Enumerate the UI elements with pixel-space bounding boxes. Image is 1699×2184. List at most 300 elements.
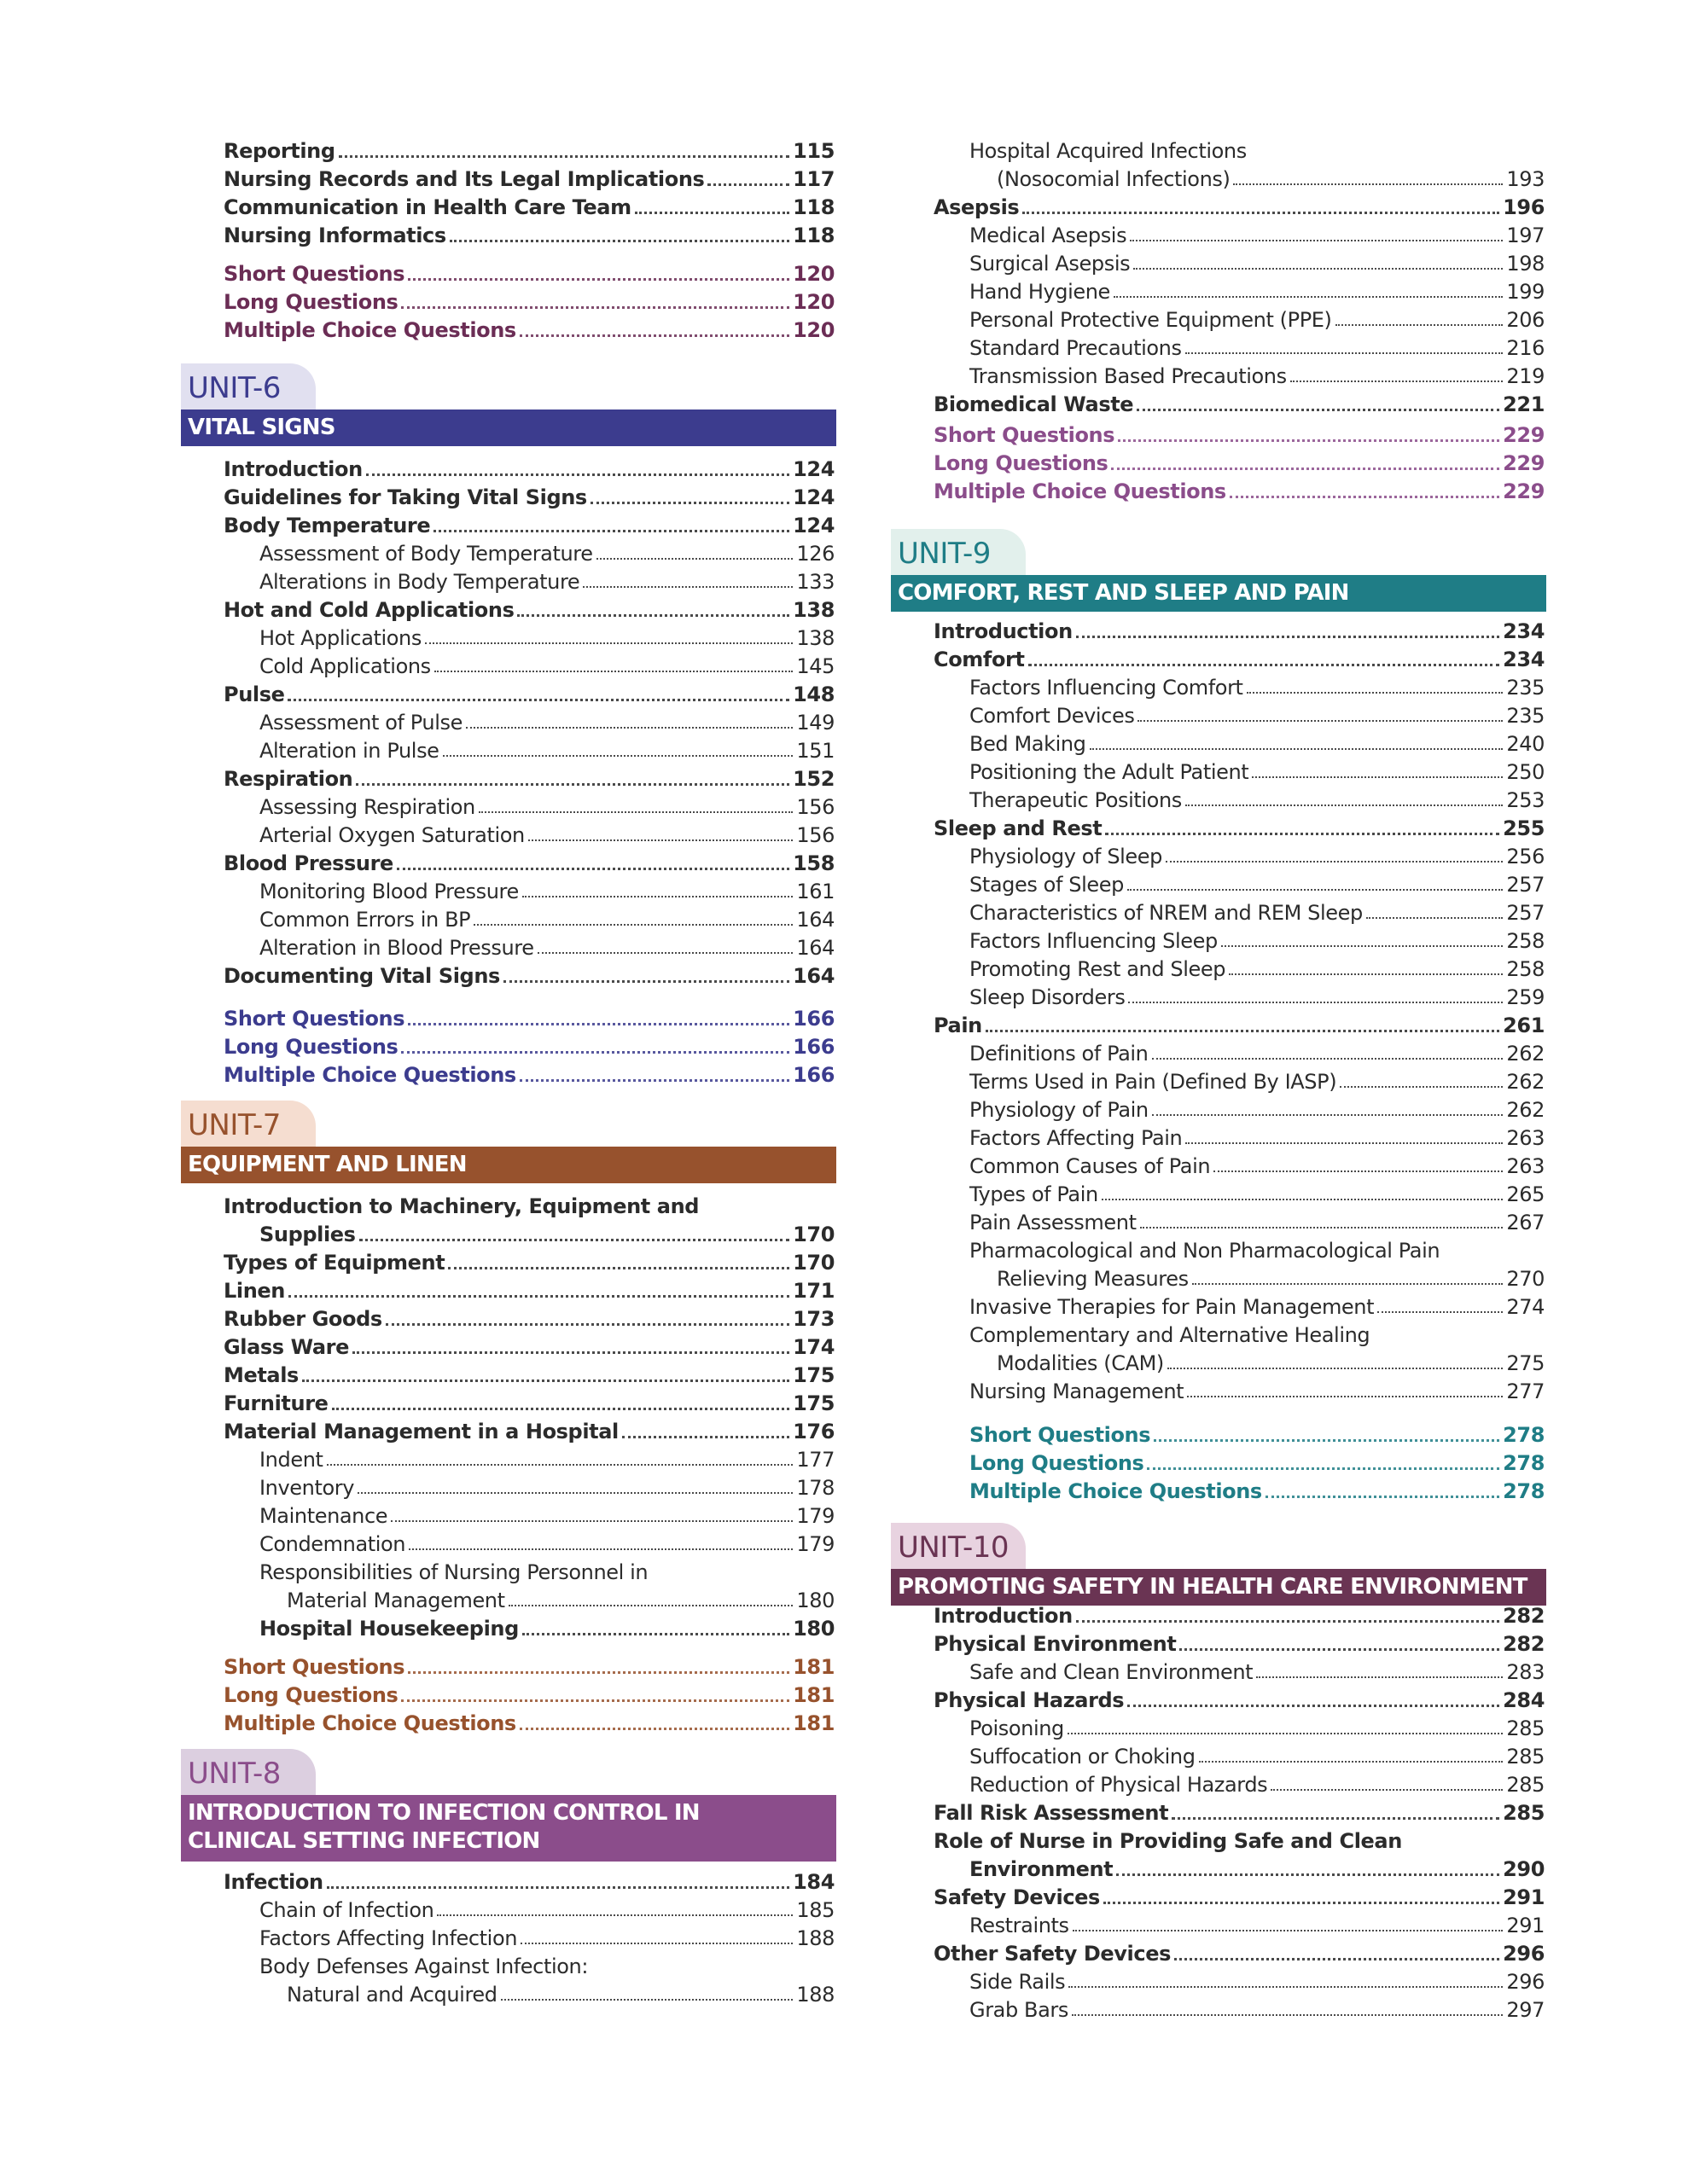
entry-title: Glass Ware — [224, 1335, 349, 1359]
entry-title: Alteration in Blood Pressure — [259, 936, 534, 960]
toc-question-entry[interactable] — [181, 1710, 835, 1738]
dot-leader — [443, 737, 794, 765]
entry-title: Surgical Asepsis — [969, 252, 1131, 276]
entry-title: Hand Hygiene — [969, 280, 1110, 304]
toc-entry[interactable] — [181, 1446, 835, 1474]
entry-title: Positioning the Adult Patient — [969, 760, 1249, 784]
unit-10-tab: UNIT-10 — [891, 1523, 1026, 1569]
entry-title: Long Questions — [224, 1035, 399, 1059]
dot-leader — [1377, 1293, 1503, 1321]
toc-entry[interactable] — [891, 1630, 1545, 1658]
toc-entry[interactable] — [181, 512, 835, 540]
page-number: 263 — [1506, 1126, 1545, 1150]
toc-entry[interactable] — [181, 934, 835, 962]
dot-leader — [591, 1953, 831, 1981]
entry-title: Safety Devices — [934, 1885, 1100, 1909]
entry-title: Common Causes of Pain — [969, 1154, 1211, 1178]
toc-entry[interactable] — [891, 278, 1545, 306]
entry-title: Maintenance — [259, 1504, 388, 1528]
toc-entry[interactable] — [891, 1040, 1545, 1068]
page-number: 206 — [1506, 308, 1545, 332]
toc-entry[interactable] — [891, 1237, 1545, 1265]
page-number: 181 — [793, 1711, 835, 1735]
toc-entry[interactable] — [891, 1265, 1545, 1293]
entry-title: Supplies — [259, 1223, 356, 1246]
toc-entry[interactable] — [181, 1925, 835, 1953]
toc-entry[interactable] — [891, 1012, 1545, 1040]
toc-entry[interactable] — [891, 1687, 1545, 1715]
toc-entry[interactable] — [891, 758, 1545, 787]
toc-entry[interactable] — [891, 166, 1545, 194]
toc-entry[interactable] — [891, 1602, 1545, 1630]
toc-entry[interactable] — [181, 765, 835, 793]
toc-entry[interactable] — [891, 730, 1545, 758]
dot-leader — [1118, 421, 1499, 450]
page-number: 221 — [1503, 392, 1545, 416]
dot-leader — [522, 878, 794, 906]
toc-entry[interactable] — [891, 843, 1545, 871]
toc-entry[interactable] — [181, 1953, 835, 1981]
entry-title: Environment — [969, 1857, 1114, 1881]
page-number: 285 — [1506, 1716, 1545, 1740]
dot-leader — [1405, 1827, 1541, 1856]
entry-title: Factors Influencing Comfort — [969, 676, 1243, 700]
dot-leader — [1199, 1743, 1504, 1771]
dot-leader — [1185, 1124, 1503, 1153]
toc-entry[interactable] — [181, 878, 835, 906]
dot-leader — [1028, 646, 1500, 674]
entry-title: Hospital Housekeeping — [259, 1617, 519, 1641]
toc-question-entry[interactable] — [181, 1033, 835, 1061]
toc-entry[interactable] — [891, 1799, 1545, 1827]
toc-entry[interactable] — [891, 194, 1545, 222]
page-number: 262 — [1506, 1070, 1545, 1094]
toc-entry[interactable] — [181, 822, 835, 850]
page-number: 196 — [1503, 195, 1545, 219]
entry-title: Responsibilities of Nursing Personnel in — [259, 1560, 649, 1584]
toc-entry[interactable] — [181, 737, 835, 765]
toc-entry[interactable] — [891, 222, 1545, 250]
page-number: 285 — [1506, 1773, 1545, 1797]
toc-entry[interactable] — [891, 1715, 1545, 1743]
page-number: 179 — [796, 1532, 835, 1556]
toc-entry[interactable] — [181, 1193, 835, 1221]
toc-entry[interactable] — [891, 1181, 1545, 1209]
entry-title: Nursing Management — [969, 1380, 1184, 1403]
toc-entry[interactable] — [891, 1209, 1545, 1237]
entry-title: Factors Affecting Infection — [259, 1926, 518, 1950]
entry-title: Types of Equipment — [224, 1251, 445, 1275]
dot-leader — [1127, 1687, 1499, 1715]
toc-entry[interactable] — [181, 1531, 835, 1559]
toc-entry[interactable] — [891, 1096, 1545, 1124]
dot-leader — [583, 568, 793, 596]
toc-entry[interactable] — [891, 1068, 1545, 1096]
toc-entry[interactable] — [891, 1350, 1545, 1378]
dot-leader — [1073, 1912, 1504, 1940]
toc-entry[interactable] — [891, 815, 1545, 843]
entry-title: Long Questions — [224, 290, 399, 314]
toc-entry[interactable] — [181, 624, 835, 653]
entry-title: Assessment of Body Temperature — [259, 542, 593, 566]
entry-title: Alterations in Body Temperature — [259, 570, 580, 594]
entry-title: Pain — [934, 1014, 982, 1037]
toc-question-entry[interactable] — [181, 260, 835, 288]
dot-leader — [1185, 787, 1504, 815]
toc-entry[interactable] — [181, 1305, 835, 1333]
entry-title: Short Questions — [224, 1655, 405, 1679]
page-number: 156 — [796, 823, 835, 847]
entry-title: Common Errors in BP — [259, 908, 471, 932]
page-number: 164 — [793, 964, 835, 988]
toc-entry[interactable] — [891, 1321, 1545, 1350]
page-number: 278 — [1503, 1479, 1545, 1503]
page-number: 180 — [793, 1617, 835, 1641]
toc-entry[interactable] — [181, 1390, 835, 1418]
toc-question-entry[interactable] — [181, 317, 835, 345]
dot-leader — [635, 194, 789, 222]
unit-title-line: EQUIPMENT AND LINEN — [188, 1152, 467, 1177]
unit-title-line: VITAL SIGNS — [188, 415, 335, 440]
entry-title: Reporting — [224, 139, 335, 163]
toc-entry[interactable] — [181, 1615, 835, 1643]
entry-title: Factors Affecting Pain — [969, 1126, 1183, 1150]
toc-entry[interactable] — [181, 568, 835, 596]
dot-leader — [1111, 450, 1499, 478]
toc-entry[interactable] — [181, 962, 835, 990]
entry-title: Natural and Acquired — [287, 1983, 497, 2007]
page-number: 262 — [1506, 1042, 1545, 1066]
toc-entry[interactable] — [181, 194, 835, 222]
toc-entry[interactable] — [891, 334, 1545, 363]
dot-leader — [1072, 1996, 1503, 2024]
entry-title: Blood Pressure — [224, 851, 393, 875]
page-number: 171 — [793, 1279, 835, 1303]
entry-title: Suffocation or Choking — [969, 1745, 1196, 1769]
entry-title: Body Defenses Against Infection: — [259, 1955, 589, 1978]
dot-leader — [1192, 1265, 1504, 1293]
toc-entry[interactable] — [891, 1153, 1545, 1181]
page-number: 118 — [793, 195, 835, 219]
dot-leader — [1340, 1068, 1503, 1096]
dot-leader — [622, 1418, 789, 1446]
toc-entry[interactable] — [891, 1771, 1545, 1799]
page-number: 117 — [793, 167, 835, 191]
page-number: 297 — [1506, 1998, 1545, 2022]
toc-entry[interactable] — [181, 166, 835, 194]
dot-leader — [391, 1502, 793, 1531]
toc-entry[interactable] — [181, 850, 835, 878]
toc-entry[interactable] — [891, 1743, 1545, 1771]
toc-entry[interactable] — [891, 1124, 1545, 1153]
entry-title: Short Questions — [224, 1007, 405, 1031]
entry-title: Nursing Records and Its Legal Implications — [224, 167, 705, 191]
page-number: 198 — [1506, 252, 1545, 276]
toc-entry[interactable] — [181, 1502, 835, 1531]
toc-question-entry[interactable] — [181, 288, 835, 317]
dot-leader — [408, 260, 789, 288]
entry-title: Guidelines for Taking Vital Signs — [224, 485, 587, 509]
dot-leader — [1152, 1096, 1504, 1124]
toc-entry[interactable] — [181, 1221, 835, 1249]
entry-title: Arterial Oxygen Saturation — [259, 823, 525, 847]
page-number: 179 — [796, 1504, 835, 1528]
page-number: 262 — [1506, 1098, 1545, 1122]
page-number: 166 — [793, 1007, 835, 1031]
toc-entry[interactable] — [181, 653, 835, 681]
entry-title: Long Questions — [969, 1451, 1144, 1475]
toc-entry[interactable] — [181, 484, 835, 512]
toc-entry[interactable] — [181, 137, 835, 166]
toc-entry[interactable] — [891, 674, 1545, 702]
dot-leader — [1335, 306, 1504, 334]
toc-entry[interactable] — [891, 1658, 1545, 1687]
toc-entry[interactable] — [181, 222, 835, 250]
dot-leader — [1147, 1449, 1499, 1478]
dot-leader — [356, 765, 789, 793]
page-number: 261 — [1503, 1014, 1545, 1037]
entry-title: Promoting Rest and Sleep — [969, 957, 1226, 981]
unit-8-title — [181, 1795, 836, 1862]
dot-leader — [1130, 222, 1503, 250]
entry-title: Standard Precautions — [969, 336, 1182, 360]
toc-entry[interactable] — [891, 137, 1545, 166]
entry-title: Introduction — [934, 1604, 1073, 1628]
unit-title-line: PROMOTING SAFETY IN HEALTH CARE ENVIRONMENT — [898, 1574, 1527, 1600]
page-number: 124 — [793, 514, 835, 537]
dot-leader — [1076, 618, 1499, 646]
page-number: 267 — [1506, 1211, 1545, 1234]
entry-title: Documenting Vital Signs — [224, 964, 500, 988]
toc-entry[interactable] — [891, 927, 1545, 956]
dot-leader — [425, 624, 793, 653]
toc-entry[interactable] — [181, 1587, 835, 1615]
toc-entry[interactable] — [181, 1362, 835, 1390]
page-number: 291 — [1506, 1914, 1545, 1937]
toc-entry[interactable] — [181, 540, 835, 568]
toc-entry[interactable] — [891, 702, 1545, 730]
page-number: 180 — [796, 1589, 835, 1612]
page-number: 278 — [1503, 1451, 1545, 1475]
toc-entry[interactable] — [181, 1333, 835, 1362]
page-number: 176 — [793, 1420, 835, 1443]
entry-title: Invasive Therapies for Pain Management — [969, 1295, 1375, 1319]
toc-entry[interactable] — [181, 793, 835, 822]
page-number: 115 — [793, 139, 835, 163]
toc-entry[interactable] — [891, 899, 1545, 927]
dot-leader — [1366, 899, 1504, 927]
page-number: 124 — [793, 457, 835, 481]
page-number: 197 — [1506, 224, 1545, 247]
entry-title: Pulse — [224, 682, 285, 706]
entry-title: Long Questions — [934, 451, 1108, 475]
page-number: 235 — [1506, 676, 1545, 700]
toc-entry[interactable] — [891, 363, 1545, 391]
page-number: 290 — [1503, 1857, 1545, 1881]
entry-title: Restraints — [969, 1914, 1069, 1937]
toc-entry[interactable] — [891, 956, 1545, 984]
toc-question-entry[interactable] — [891, 450, 1545, 478]
dot-leader — [386, 1305, 789, 1333]
toc-question-entry[interactable] — [891, 1449, 1545, 1478]
dot-leader — [479, 793, 794, 822]
entry-title: Fall Risk Assessment — [934, 1801, 1169, 1825]
dot-leader — [702, 1193, 831, 1221]
toc-entry[interactable] — [891, 618, 1545, 646]
entry-title: Assessment of Pulse — [259, 711, 463, 735]
page-number: 120 — [793, 290, 835, 314]
entry-title: Physiology of Sleep — [969, 845, 1162, 868]
toc-entry[interactable] — [181, 1418, 835, 1446]
entry-title: Infection — [224, 1870, 323, 1894]
toc-entry[interactable] — [891, 306, 1545, 334]
dot-leader — [352, 1333, 789, 1362]
toc-question-entry[interactable] — [891, 478, 1545, 506]
toc-question-entry[interactable] — [181, 1005, 835, 1033]
toc-question-entry[interactable] — [181, 1061, 835, 1089]
dot-leader — [528, 822, 794, 850]
entry-title: Role of Nurse in Providing Safe and Clean — [934, 1829, 1402, 1853]
page-number: 193 — [1506, 167, 1545, 191]
entry-title: Multiple Choice Questions — [224, 1063, 516, 1087]
toc-entry[interactable] — [891, 1856, 1545, 1884]
entry-title: Sleep Disorders — [969, 985, 1126, 1009]
toc-entry[interactable] — [891, 1940, 1545, 1968]
toc-entry[interactable] — [891, 1293, 1545, 1321]
toc-entry[interactable] — [891, 787, 1545, 815]
page-number: 235 — [1506, 704, 1545, 728]
dot-leader — [302, 1362, 789, 1390]
page-number: 255 — [1503, 816, 1545, 840]
page-number: 118 — [793, 224, 835, 247]
dot-leader — [401, 1033, 789, 1061]
toc-entry[interactable] — [891, 1378, 1545, 1406]
toc-entry[interactable] — [891, 391, 1545, 419]
entry-title: Chain of Infection — [259, 1898, 434, 1922]
toc-entry[interactable] — [181, 1559, 835, 1587]
toc-entry[interactable] — [891, 984, 1545, 1012]
dot-leader — [1128, 984, 1503, 1012]
page-number: 296 — [1503, 1942, 1545, 1966]
entry-title: Long Questions — [224, 1683, 399, 1707]
entry-title: Comfort — [934, 648, 1025, 671]
page-number: 199 — [1506, 280, 1545, 304]
page-number: 257 — [1506, 873, 1545, 897]
toc-question-entry[interactable] — [181, 1682, 835, 1710]
toc-entry[interactable] — [891, 1996, 1545, 2024]
page-number: 126 — [796, 542, 835, 566]
entry-title: Multiple Choice Questions — [969, 1479, 1262, 1503]
dot-leader — [401, 1682, 789, 1710]
toc-entry[interactable] — [181, 709, 835, 737]
toc-entry[interactable] — [891, 871, 1545, 899]
dot-leader — [332, 1390, 790, 1418]
page-number: 170 — [793, 1223, 835, 1246]
toc-entry[interactable] — [891, 1884, 1545, 1912]
entry-title: Sleep and Rest — [934, 816, 1103, 840]
unit-9-title — [891, 575, 1546, 612]
toc-question-entry[interactable] — [891, 1421, 1545, 1449]
toc-entry[interactable] — [891, 646, 1545, 674]
page-number: 138 — [793, 598, 835, 622]
dot-leader — [450, 222, 789, 250]
entry-title: Bed Making — [969, 732, 1086, 756]
dot-leader — [1213, 1153, 1503, 1181]
entry-title: Complementary and Alternative Healing — [969, 1323, 1370, 1347]
toc-question-entry[interactable] — [891, 421, 1545, 450]
page-number: 284 — [1503, 1688, 1545, 1712]
toc-entry[interactable] — [891, 1827, 1545, 1856]
toc-entry[interactable] — [181, 596, 835, 624]
page-number: 170 — [793, 1251, 835, 1275]
page-number: 164 — [796, 936, 835, 960]
entry-title: Inventory — [259, 1476, 355, 1500]
toc-question-entry[interactable] — [181, 1653, 835, 1682]
toc-entry[interactable] — [181, 1868, 835, 1896]
page-number: 253 — [1506, 788, 1545, 812]
dot-leader — [366, 456, 789, 484]
page-number: 278 — [1503, 1423, 1545, 1447]
dot-leader — [466, 709, 793, 737]
unit-10-title — [891, 1569, 1546, 1606]
toc-entry[interactable] — [181, 906, 835, 934]
page-number: 250 — [1506, 760, 1545, 784]
toc-entry[interactable] — [181, 1981, 835, 2009]
toc-entry[interactable] — [891, 1968, 1545, 1996]
dot-leader — [521, 1925, 793, 1953]
toc-question-entry[interactable] — [891, 1478, 1545, 1506]
toc-entry[interactable] — [891, 1912, 1545, 1940]
dot-leader — [1290, 363, 1504, 391]
entry-title: Comfort Devices — [969, 704, 1135, 728]
entry-title: Communication in Health Care Team — [224, 195, 631, 219]
dot-leader — [1103, 1884, 1499, 1912]
page-number: 138 — [796, 626, 835, 650]
dot-leader — [1174, 1940, 1499, 1968]
page-number: 148 — [793, 682, 835, 706]
page-number: 174 — [793, 1335, 835, 1359]
dot-leader — [501, 1981, 794, 2009]
toc-entry[interactable] — [181, 681, 835, 709]
dot-leader — [474, 906, 793, 934]
toc-entry[interactable] — [181, 1474, 835, 1502]
toc-entry[interactable] — [181, 456, 835, 484]
entry-title: Factors Influencing Sleep — [969, 929, 1218, 953]
dot-leader — [1068, 1715, 1504, 1743]
page-number: 265 — [1506, 1182, 1545, 1206]
dot-leader — [1221, 927, 1504, 956]
dot-leader — [520, 1061, 789, 1089]
entry-title: Material Management in a Hospital — [224, 1420, 619, 1443]
toc-entry[interactable] — [181, 1277, 835, 1305]
toc-entry[interactable] — [891, 250, 1545, 278]
dot-leader — [1133, 250, 1503, 278]
toc-entry[interactable] — [181, 1249, 835, 1277]
dot-leader — [288, 681, 789, 709]
page-number: 164 — [796, 908, 835, 932]
toc-entry[interactable] — [181, 1896, 835, 1925]
entry-title: Metals — [224, 1363, 299, 1387]
dot-leader — [448, 1249, 789, 1277]
dot-leader — [591, 484, 789, 512]
entry-title: Furniture — [224, 1391, 329, 1415]
unit-6-title — [181, 410, 836, 446]
page-number: 184 — [793, 1870, 835, 1894]
entry-title: Respiration — [224, 767, 353, 791]
page-number: 173 — [793, 1307, 835, 1331]
entry-title: Modalities (CAM) — [997, 1351, 1164, 1375]
dot-leader — [1138, 702, 1503, 730]
